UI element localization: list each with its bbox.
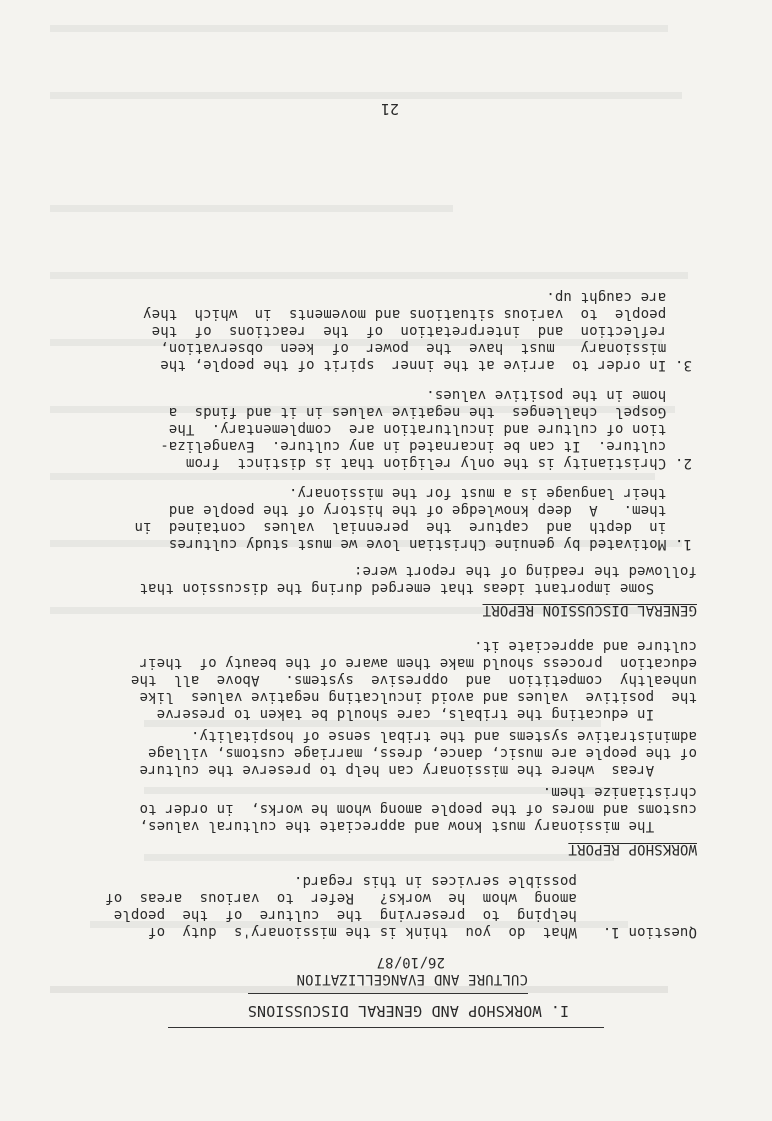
body-line: christianize them.: [542, 784, 697, 800]
body-line: administrative systems and the tribal sense of hospitality.: [190, 728, 697, 744]
session-date: 26/10/87: [376, 954, 445, 970]
point-line: 3. In order to arrive at the inner spirit of the people, the: [160, 357, 692, 373]
body-line: Areas where the missionary can help to preserve the culture: [139, 762, 697, 778]
point-line: culture. It can be incarnated in any culture. Evangeliza-: [160, 438, 692, 454]
point-line: people to various situations and movements in which they: [142, 306, 692, 322]
point-line: Gospel challenges the negative values in it and finds a: [168, 404, 692, 420]
point-line: them. A deep knowledge of the history of the people and: [168, 502, 692, 518]
workshop-report-heading: WORKSHOP REPORT: [568, 841, 697, 857]
question-line: Question 1. What do you think is the missionary's duty of: [147, 924, 697, 940]
title-rule-bottom: [248, 993, 528, 994]
general-discussion-heading: GENERAL DISCUSSION REPORT: [482, 602, 697, 618]
point-line: 2. Christianity is the only religion that is distinct from: [185, 455, 692, 471]
point-line: missionary must have the power of keen observation,: [160, 340, 692, 356]
point-line: reflection and interpretation of the reactions of the: [151, 323, 692, 339]
body-line: Some important ideas that emerged during the discussion that: [139, 580, 697, 596]
point-line: 1. Motivated by genuine Christian love we must study cultures: [168, 536, 692, 552]
question-line: possible services in this regard.: [293, 873, 697, 889]
body-line: In educating the tribals, care should be taken to preserve: [156, 706, 697, 722]
point-line: in depth and capture the perennial values contained in: [134, 519, 692, 535]
point-line: tion of culture and inculturation are complementary. The: [168, 421, 692, 437]
question-line: among whom he works? Refer to various areas of: [105, 890, 697, 906]
body-line: of the people are music, dance, dress, marriage customs, village: [147, 745, 697, 761]
page-number: 21: [380, 100, 399, 118]
point-line: are caught up.: [546, 289, 692, 305]
title-rule-top: [168, 1027, 604, 1028]
point-line: their language is a must for the missionary.: [288, 485, 692, 501]
body-line: culture and appreciate it.: [473, 638, 697, 654]
body-line: education process should make them aware of the beauty of their: [139, 655, 697, 671]
body-line: unhealthy competition and oppresive systems. Above all the: [130, 672, 697, 688]
question-line: helping to preserving the culture of the people: [113, 907, 697, 923]
session-subtitle: CULTURE AND EVANGELLIZATION: [296, 971, 528, 987]
page-title: I. WORKSHOP AND GENERAL DISCUSSIONS: [247, 1002, 569, 1020]
body-line: The missionary must know and appreciate the cultural values,: [139, 818, 697, 834]
body-line: customs and mores of the people among whom he works, in order to: [139, 801, 697, 817]
body-line: the positive values and avoid inculcating negative values like: [139, 689, 697, 705]
body-line: followed the reading of the report were:: [353, 563, 697, 579]
point-line: home in the positive values.: [426, 387, 692, 403]
